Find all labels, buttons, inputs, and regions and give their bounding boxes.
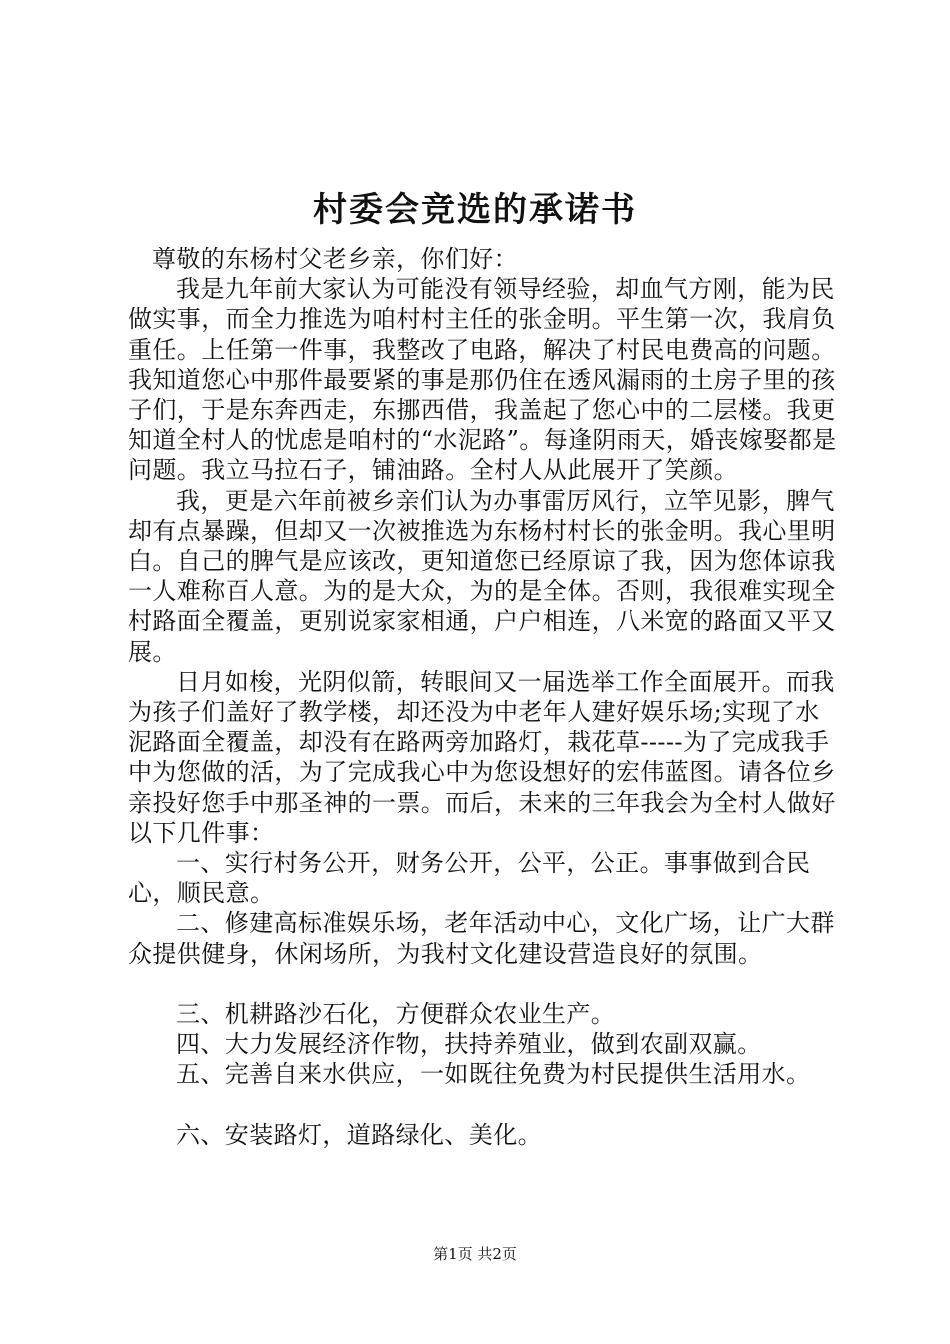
promise-item: 四、大力发展经济作物，扶持养殖业，做到农副双赢。: [176, 1030, 762, 1059]
blank-line: [128, 969, 840, 999]
document-title: 村委会竞选的承诺书: [313, 190, 637, 230]
page-number-footer: 第1页 共2页: [433, 1245, 517, 1263]
paragraph: 我是九年前大家认为可能没有领导经验，却血气方刚，能为民做实事，而全力推选为咱村村主任的张金明。平生第一次，我肩负重任。上任第一件事，我整改了电路，解决了村民电费高的问题。我知道您心中那件最要紧的事是那仍住在透风漏雨的土房子里的孩子们，于是东奔西走，东挪西借，我盖起了您心中的二层楼。我更知道全村人的忧虑是咱村的“水泥路”。每逢阴雨天，婚丧嫁娶都是问题。我立马拉石子，铺油路。全村人从此展开了笑颜。: [128, 275, 837, 485]
promise-item: 五、完善自来水供应，一如既往免费为村民提供生活用水。: [176, 1060, 811, 1089]
document-body: [128, 244, 840, 1150]
promise-item: 一、实行村务公开，财务公开，公平，公正。事事做到合民心，顺民意。: [128, 849, 811, 908]
promise-item: 六、安装路灯，道路绿化、美化。: [176, 1120, 542, 1149]
blank-line: [128, 1090, 840, 1120]
greeting-line: 尊敬的东杨村父老乡亲，你们好：: [152, 245, 518, 273]
promise-item: 三、机耕路沙石化，方便群众农业生产。: [176, 1000, 616, 1029]
promise-item: 二、修建高标准娱乐场，老年活动中心，文化广场，让广大群众提供健身，休闲场所，为我村文化建设营造良好的氛围。: [128, 909, 835, 968]
paragraph: 日月如梭，光阴似箭，转眼间又一届选举工作全面展开。而我为孩子们盖好了教学楼，却还没为中老年人建好娱乐场;实现了水泥路面全覆盖，却没有在路两旁加路灯，栽花草-----为了完成我手中为您做的活，为了完成我心中为您设想好的宏伟蓝图。请各位乡亲投好您手中那圣神的一票。而后，未来的三年我会为全村人做好以下几件事：: [128, 667, 836, 847]
paragraph: 我，更是六年前被乡亲们认为办事雷厉风行，立竿见影，脾气却有点暴躁，但却又一次被推选为东杨村村长的张金明。我心里明白。自己的脾气是应该改，更知道您已经原谅了我，因为您体谅我一人难称百人意。为的是大众，为的是全体。否则，我很难实现全村路面全覆盖，更别说家家相通，户户相连，八米宽的路面又平又展。: [128, 486, 836, 666]
